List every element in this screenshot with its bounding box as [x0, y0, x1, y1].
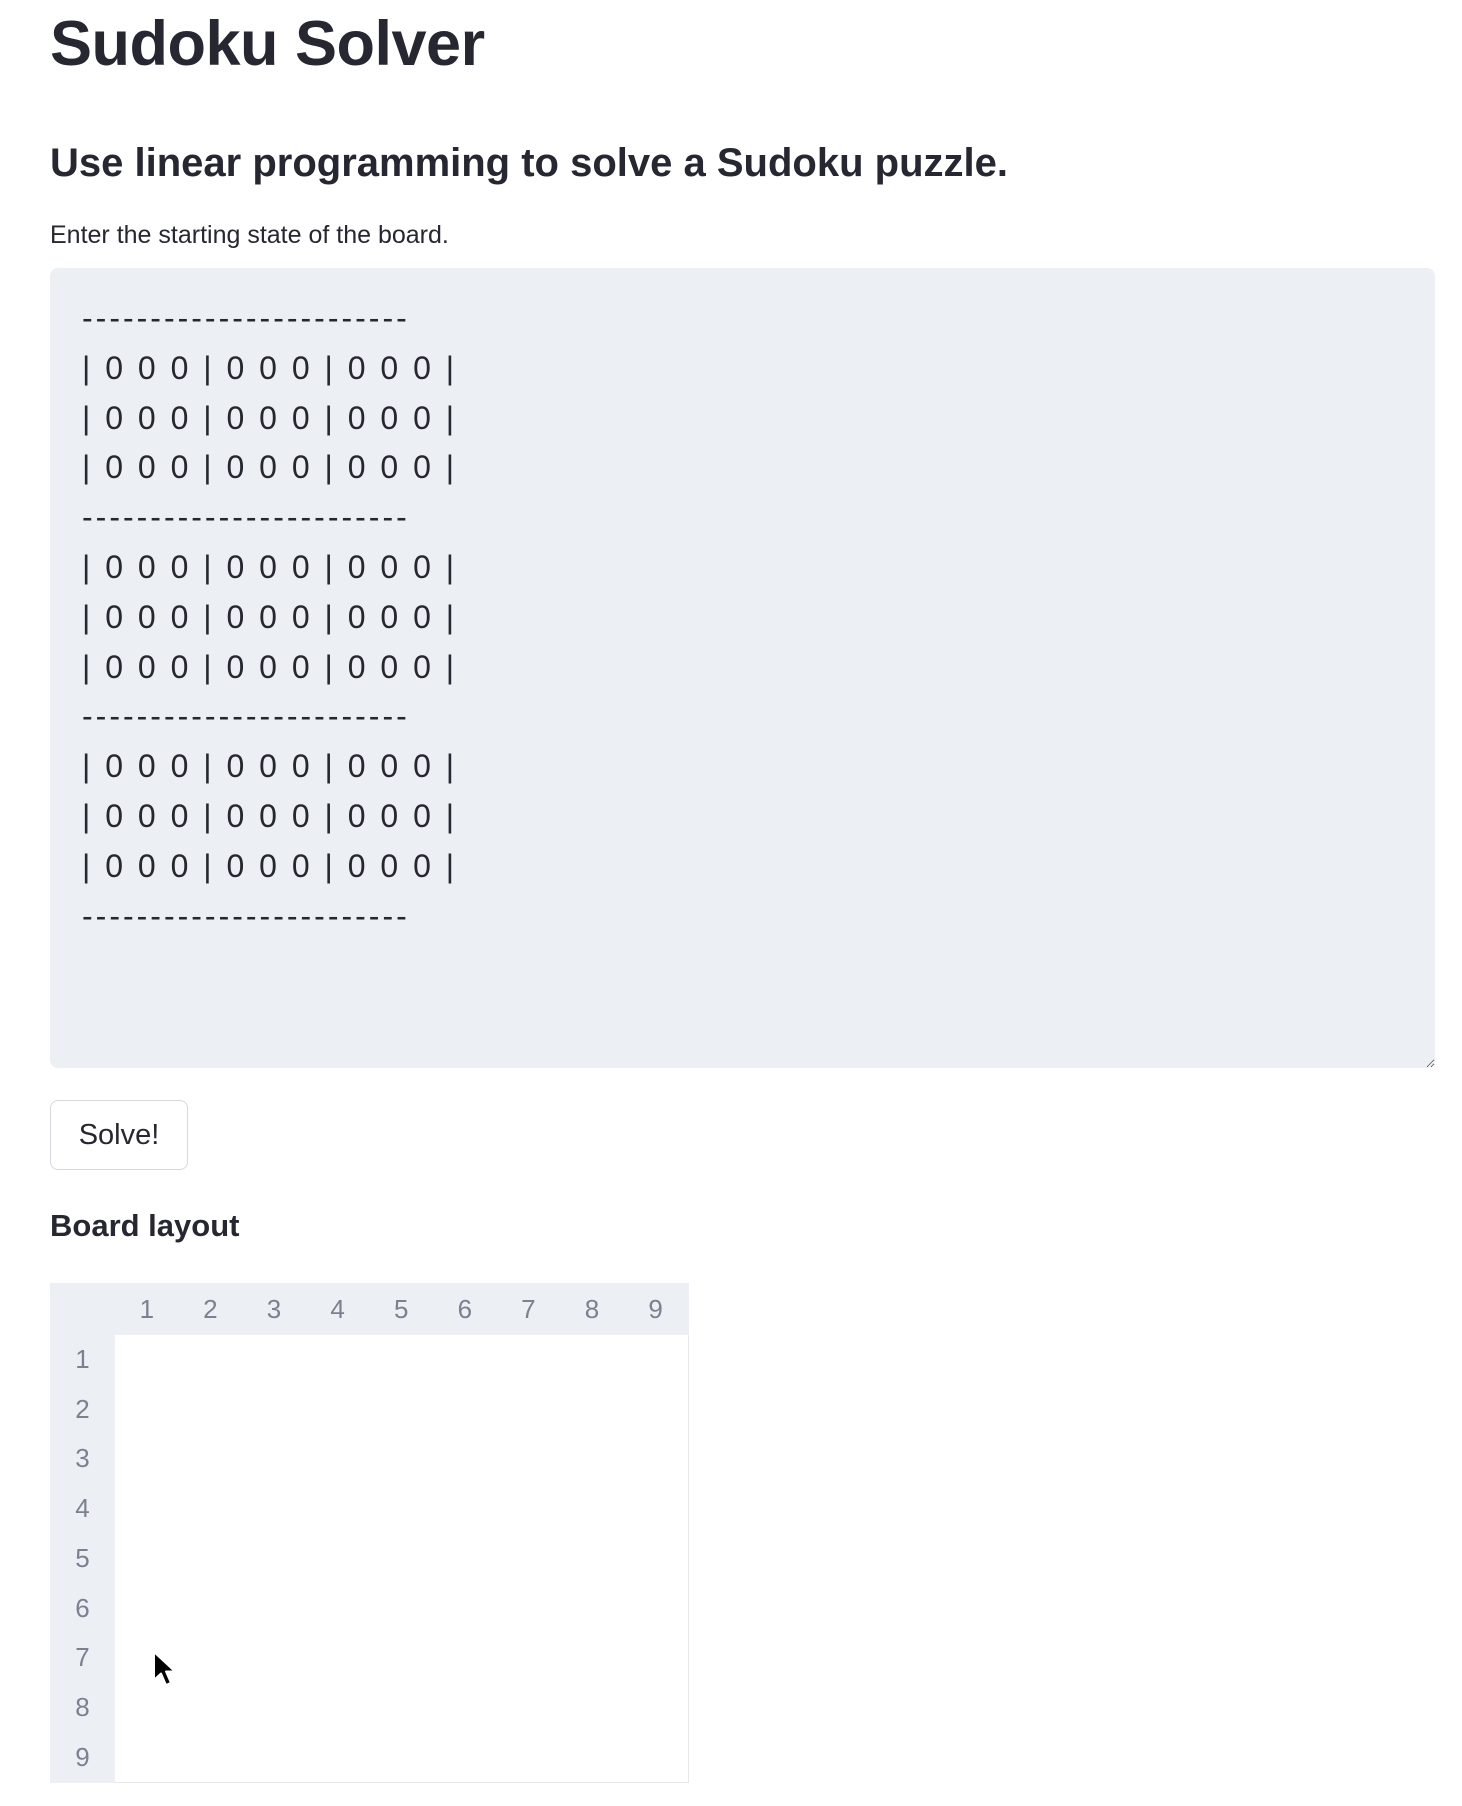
row-header: 1: [75, 1344, 90, 1374]
board-layout-heading: Board layout: [50, 1208, 240, 1243]
row-header: 4: [75, 1493, 90, 1524]
board-layout-table: [50, 1283, 689, 1783]
column-header: 6: [457, 1294, 473, 1324]
column-header: 8: [584, 1294, 600, 1324]
row-header: 7: [75, 1642, 90, 1673]
table-index-column: [50, 1335, 115, 1783]
board-textarea[interactable]: [50, 268, 1435, 1068]
mouse-pointer-icon: [152, 1650, 178, 1690]
column-header: 9: [648, 1294, 663, 1324]
row-header: 9: [75, 1741, 90, 1772]
column-header: 5: [393, 1294, 409, 1324]
column-header: 1: [139, 1294, 155, 1324]
solve-button[interactable]: Solve!: [50, 1100, 188, 1170]
row-header: 8: [75, 1691, 90, 1722]
row-header: 3: [75, 1443, 90, 1474]
column-header: 4: [330, 1294, 345, 1324]
column-header: 7: [521, 1294, 536, 1324]
page-subtitle: Use linear programming to solve a Sudoku puzzle.: [50, 141, 1008, 185]
column-header: 2: [203, 1294, 218, 1324]
row-header: 5: [75, 1542, 90, 1573]
table-data-area[interactable]: [115, 1335, 689, 1783]
column-header: 3: [266, 1294, 282, 1324]
row-header: 6: [75, 1592, 90, 1623]
board-input-label: Enter the starting state of the board.: [50, 221, 449, 249]
table-header-row: [115, 1283, 689, 1335]
row-header: 2: [75, 1393, 90, 1424]
table-corner-cell: [50, 1283, 115, 1335]
page-title: Sudoku Solver: [50, 9, 485, 79]
